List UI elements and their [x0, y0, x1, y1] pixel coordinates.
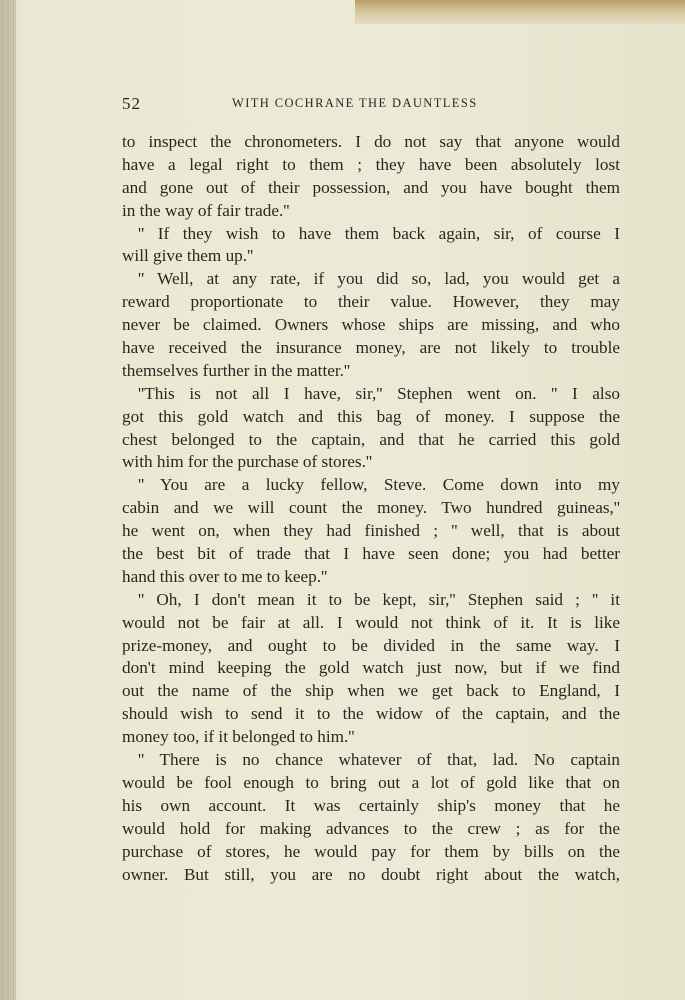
text-line: would hold for making advances to the crew ; as for the [122, 818, 620, 838]
text-line: themselves further in the matter.'' [122, 360, 351, 380]
text-line: cabin and we will count the money. Two hundred guineas,'' [122, 498, 620, 518]
text-line: should wish to send it to the widow of the captain, and the [122, 704, 620, 724]
text-line: have a legal right to them ; they have been absolutely lost [122, 154, 620, 174]
page-number: 52 [122, 94, 141, 113]
text-line: out the name of the ship when we get back to England, I [122, 681, 620, 701]
text-line: and gone out of their possession, and you have bought them [122, 177, 620, 197]
text-line: will give them up.'' [122, 246, 254, 266]
text-line: prize-money, and ought to be divided in the same way. I [122, 635, 620, 655]
text-line: '' You are a lucky fellow, Steve. Come down into my [138, 475, 620, 495]
text-line: don't mind keeping the gold watch just now, but if we find [122, 658, 620, 678]
text-line: with him for the purchase of stores.'' [122, 452, 373, 472]
text-line: would be fool enough to bring out a lot of gold like that on [122, 772, 620, 792]
text-line: money too, if it belonged to him.'' [122, 727, 355, 747]
body-text [122, 131, 620, 886]
text-line: got this gold watch and this bag of money. I suppose the [122, 406, 620, 426]
text-line: to inspect the chronometers. I do not say that anyone would [122, 132, 620, 151]
text-line: hand this over to me to keep.'' [122, 566, 328, 586]
text-line: in the way of fair trade.'' [122, 200, 290, 220]
text-line: ''This is not all I have, sir,'' Stephen went on. '' I also [138, 383, 620, 403]
text-line: '' If they wish to have them back again, sir, of course I [138, 223, 620, 243]
text-line: have received the insurance money, are not likely to trouble [122, 338, 620, 358]
text-line: chest belonged to the captain, and that he carried this gold [122, 429, 620, 449]
page-binding-edge [0, 0, 16, 1000]
text-line: '' There is no chance whatever of that, lad. No captain [138, 750, 620, 770]
text-line: never be claimed. Owners whose ships are missing, and who [122, 315, 620, 335]
text-line: reward proportionate to their value. However, they may [122, 292, 620, 312]
text-line: he went on, when they had finished ; '' well, that is about [122, 521, 620, 541]
text-line: the best bit of trade that I have seen done; you had better [122, 544, 620, 564]
page-header [122, 94, 620, 114]
page-top-edge [355, 0, 685, 24]
text-line: his own account. It was certainly ship's money that he [122, 795, 620, 815]
text-line: '' Well, at any rate, if you did so, lad, you would get a [138, 269, 620, 289]
text-line: owner. But still, you are no doubt right about the watch, [122, 864, 620, 884]
text-line: would not be fair at all. I would not think of it. It is like [122, 612, 620, 632]
text-line: '' Oh, I don't mean it to be kept, sir,'' Stephen said ; '' it [138, 589, 620, 609]
text-line: purchase of stores, he would pay for them by bills on the [122, 841, 620, 861]
running-head: WITH COCHRANE THE DAUNTLESS [232, 96, 478, 110]
